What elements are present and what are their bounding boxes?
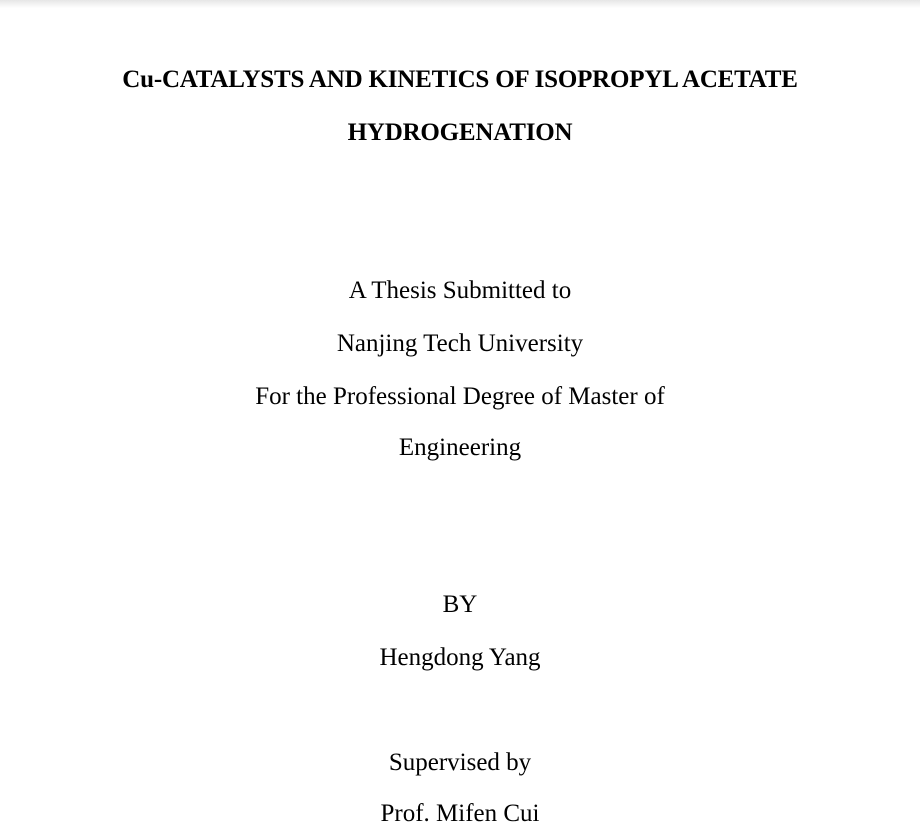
supervisor-name: Prof. Mifen Cui: [380, 800, 540, 827]
submission-line-1: A Thesis Submitted to: [348, 277, 572, 304]
supervised-by-label: Supervised by: [388, 749, 532, 776]
by-label: BY: [442, 591, 478, 618]
page-top-shadow: [0, 0, 920, 8]
submission-line-degree: For the Professional Degree of Master of: [255, 383, 665, 410]
title-line-1: Cu-CATALYSTS AND KINETICS OF ISOPROPYL ACETATE: [122, 66, 798, 93]
title-line-2: HYDROGENATION: [347, 119, 573, 146]
author-name: Hengdong Yang: [379, 644, 541, 671]
submission-line-field: Engineering: [398, 434, 522, 461]
submission-line-university: Nanjing Tech University: [336, 330, 584, 357]
